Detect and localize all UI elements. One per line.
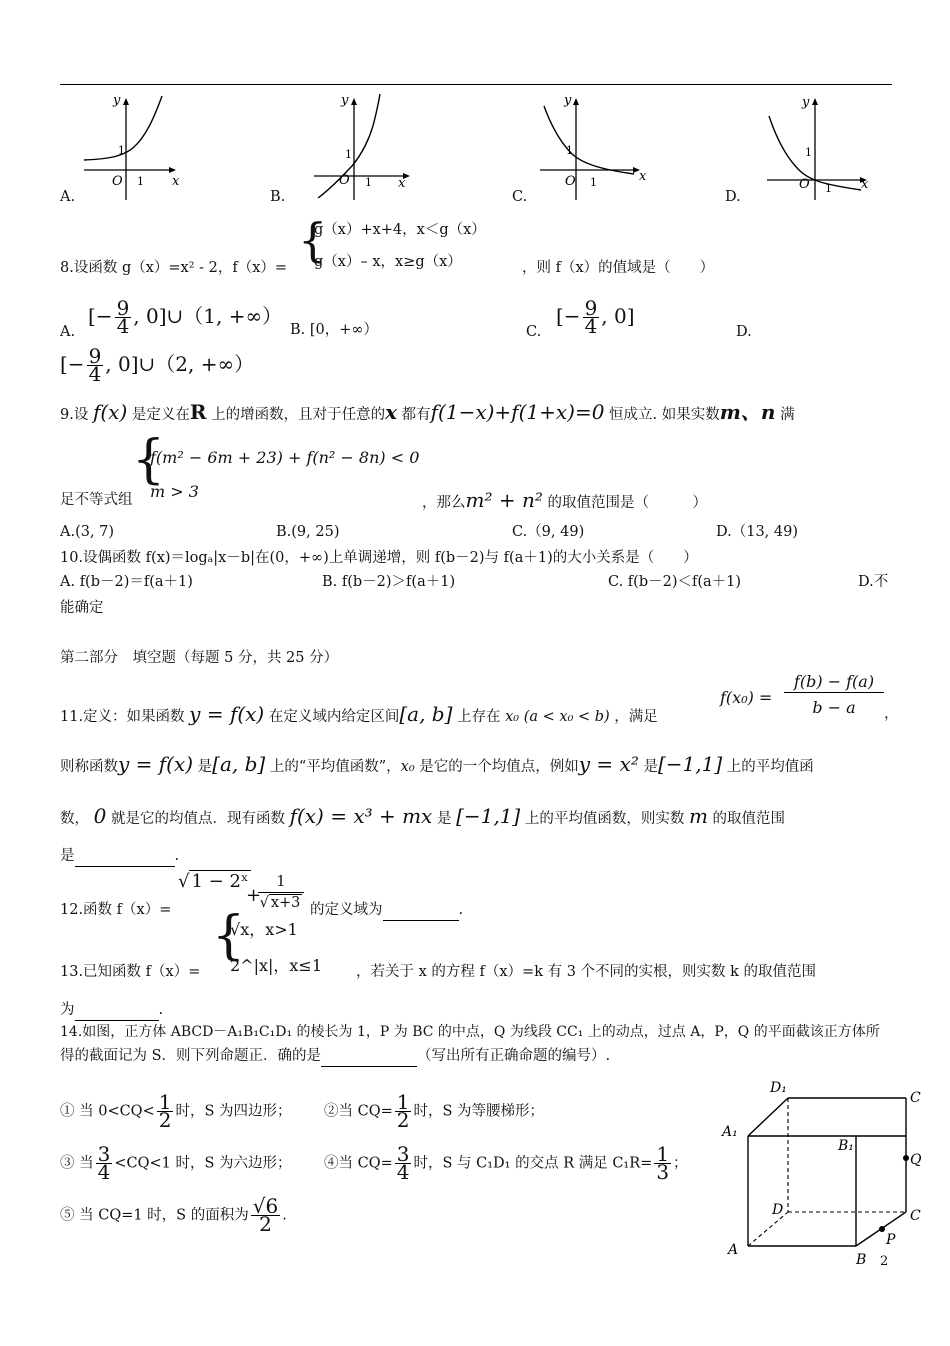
q14-frac bbox=[654, 1142, 671, 1184]
graph-d-label: D. bbox=[725, 189, 741, 205]
frac-num: 1 bbox=[396, 1090, 410, 1114]
svg-text:x: x bbox=[861, 177, 869, 192]
q11-ab: [a, b] bbox=[399, 702, 453, 726]
q9-text: 的取值范围是（ ） bbox=[547, 495, 707, 511]
cube-label-q: Q bbox=[910, 1152, 922, 1168]
part2-heading: 第二部分 填空题（每题 5 分，共 25 分） bbox=[60, 650, 339, 666]
q9-expr: m² + n² bbox=[465, 488, 543, 512]
svg-text:O: O bbox=[112, 174, 123, 189]
q8-opt-c-pre: [− bbox=[556, 304, 581, 328]
q14-text: ②当 CQ= bbox=[324, 1103, 393, 1120]
q11-text: 上的“平均值函数”， bbox=[269, 759, 401, 775]
q11-int: [−1,1] bbox=[657, 752, 723, 776]
q12-frac-num: 1 bbox=[258, 872, 304, 893]
q14-frac bbox=[395, 1142, 412, 1184]
q13-case1: √x，x>1 bbox=[230, 920, 298, 939]
frac-num: 1 bbox=[158, 1090, 172, 1114]
q11-text: ，满足 bbox=[614, 709, 658, 725]
q12-frac-den: √ x+3 bbox=[259, 895, 301, 911]
q8-opt-a-label: A. bbox=[60, 324, 76, 340]
q14-answer-blank[interactable] bbox=[321, 1046, 417, 1067]
svg-text:y: y bbox=[113, 93, 121, 108]
q11-text: 是 bbox=[60, 848, 75, 864]
q9-text: 上的增函数，且对于任意的 bbox=[211, 407, 386, 423]
q11-x0: x₀ bbox=[505, 709, 520, 725]
q14-frac bbox=[251, 1194, 280, 1236]
header-rule bbox=[60, 84, 892, 85]
q11-text: 的取值范围 bbox=[712, 811, 786, 827]
page-number: 2 bbox=[880, 1254, 889, 1269]
q13-answer-blank[interactable] bbox=[75, 1000, 159, 1021]
svg-text:1: 1 bbox=[825, 182, 832, 195]
q11-text: 是 bbox=[436, 811, 452, 827]
q12-radicand: 1 − 2ˣ bbox=[191, 871, 249, 892]
q8-brace: { bbox=[298, 213, 328, 267]
frac-den: 4 bbox=[396, 1160, 410, 1184]
q9-text: 满 bbox=[780, 407, 795, 423]
q9-text: 是定义在 bbox=[131, 407, 190, 423]
graph-c-label: C. bbox=[512, 189, 528, 205]
svg-text:1: 1 bbox=[566, 144, 573, 157]
q10-opt-d: D.不 bbox=[858, 574, 889, 590]
cube-label-a: A bbox=[728, 1242, 739, 1258]
svg-text:O: O bbox=[339, 173, 350, 188]
svg-text:O: O bbox=[565, 174, 576, 189]
q14-text: （写出所有正确命题的编号）. bbox=[417, 1048, 611, 1064]
q9-text: 9.设 bbox=[60, 407, 89, 423]
q13-case2: 2^|x|，x≤1 bbox=[230, 956, 323, 975]
q11-line1 bbox=[60, 704, 658, 727]
q14-frac bbox=[157, 1090, 174, 1132]
svg-text:x: x bbox=[172, 174, 180, 189]
q8-opt-c-frac bbox=[583, 296, 600, 338]
q11-text: 是 bbox=[197, 759, 213, 775]
graph-c bbox=[538, 92, 653, 202]
q9-sys2: m > 3 bbox=[150, 482, 199, 501]
q14-s5 bbox=[60, 1194, 287, 1236]
svg-text:1: 1 bbox=[345, 148, 352, 161]
graph-a bbox=[80, 92, 190, 202]
q12-text2: 的定义域为 bbox=[310, 902, 383, 918]
q11-text: 是它的一个均值点，例如 bbox=[419, 759, 579, 775]
q11-cond: (a < x₀ < b) bbox=[523, 709, 610, 725]
frac-den: 4 bbox=[116, 314, 130, 338]
q8-opt-a-post: , 0]∪（1, +∞） bbox=[133, 304, 283, 328]
q12-sqrt: √ 1 − 2ˣ bbox=[178, 871, 249, 892]
q11-text: 上存在 bbox=[457, 709, 501, 725]
q11-int: [−1,1] bbox=[456, 804, 521, 828]
q11-line3 bbox=[60, 806, 785, 829]
q11-answer-blank[interactable] bbox=[75, 846, 175, 867]
svg-text:y: y bbox=[802, 95, 810, 110]
frac-num: 9 bbox=[116, 296, 130, 320]
q9-opt-d: D.（13, 49) bbox=[716, 524, 798, 540]
frac-den: 3 bbox=[656, 1160, 670, 1184]
frac-num: 9 bbox=[584, 296, 598, 320]
q9-text: 恒成立. 如果实数 bbox=[609, 407, 720, 423]
q9-sys1: f(m² − 6m + 23) + f(n² − 8n) < 0 bbox=[150, 448, 420, 467]
q14-text: ④当 CQ= bbox=[324, 1155, 393, 1172]
q14-text: 时，S 与 C₁D₁ 的交点 R 满足 C₁R= bbox=[413, 1155, 653, 1172]
frac-den: 2 bbox=[259, 1212, 272, 1236]
frac-den: 4 bbox=[88, 362, 102, 386]
frac-den: 4 bbox=[584, 314, 598, 338]
q14-s1 bbox=[60, 1090, 292, 1132]
q11-x0: x₀ bbox=[400, 759, 415, 775]
cube-label-c1: C bbox=[910, 1090, 921, 1106]
q11-line4 bbox=[60, 846, 179, 867]
q14-s4 bbox=[324, 1142, 688, 1184]
q11-yx2: y = x² bbox=[578, 752, 639, 776]
q11-frac-den: b − a bbox=[812, 698, 856, 717]
frac-den: 4 bbox=[97, 1160, 111, 1184]
q10-opt-a: A. f(b－2)＝f(a＋1) bbox=[60, 574, 193, 590]
q8-opt-c bbox=[556, 296, 635, 338]
q9-opt-b: B.(9, 25) bbox=[276, 524, 340, 540]
q14-text: ⑤ 当 CQ=1 时，S 的面积为 bbox=[60, 1207, 249, 1224]
q11-text: 11.定义：如果函数 bbox=[60, 709, 185, 725]
q9-R: R bbox=[189, 400, 207, 424]
q11-text: 上的平均值函数，则实数 bbox=[524, 811, 685, 827]
q9-eq: f(1−x)+f(1+x)=0 bbox=[430, 400, 605, 424]
graph-b-label: B. bbox=[270, 189, 286, 205]
frac-den: 2 bbox=[158, 1108, 172, 1132]
q8-opt-d-post: , 0]∪（2, +∞） bbox=[105, 352, 255, 376]
q12-stem: 12.函数 f（x）= bbox=[60, 902, 172, 918]
svg-text:x: x bbox=[639, 169, 647, 184]
q11-fx0: f(x₀) = bbox=[720, 688, 773, 707]
q13-line2 bbox=[60, 1000, 163, 1021]
q8-suffix: ，则 f（x）的值域是（ ） bbox=[522, 260, 715, 276]
q14-text: <CQ<1 时，S 为六边形； bbox=[114, 1155, 292, 1172]
q9-p7: 足不等式组 bbox=[60, 492, 133, 508]
graph-b bbox=[310, 92, 420, 202]
q8-opt-a bbox=[88, 296, 283, 338]
q11-text: . bbox=[174, 848, 180, 864]
q11-m: m bbox=[688, 804, 708, 828]
frac-num: 3 bbox=[396, 1142, 410, 1166]
q14-s3 bbox=[60, 1142, 292, 1184]
q13-text: ，若关于 x 的方程 f（x）=k 有 3 个不同的实根，则实数 k 的取值范围 bbox=[356, 964, 817, 980]
graph-d bbox=[765, 92, 880, 202]
q11-formula bbox=[720, 688, 772, 708]
q13-brace: { bbox=[212, 906, 246, 966]
q8-opt-d-pre: [− bbox=[60, 352, 85, 376]
q12-plus: + bbox=[246, 885, 262, 906]
q8-opt-b: B. [0，+∞） bbox=[290, 322, 378, 338]
q11-yfx: y = f(x) bbox=[118, 752, 194, 776]
q8-opt-c-label: C. bbox=[526, 324, 542, 340]
q11-text: 数， bbox=[60, 811, 89, 827]
q9-line2 bbox=[422, 490, 707, 513]
q9-line1 bbox=[60, 402, 795, 425]
q11-ab: [a, b] bbox=[212, 752, 266, 776]
q8-case2: g（x）– x，x≥g（x） bbox=[314, 254, 462, 270]
cube-label-d1: D₁ bbox=[770, 1080, 787, 1096]
q11-yfx: y = f(x) bbox=[189, 702, 265, 726]
q14-frac bbox=[96, 1142, 113, 1184]
q8-opt-d-label: D. bbox=[736, 324, 752, 340]
q9-opt-c: C.（9, 49) bbox=[512, 524, 585, 540]
frac-num: 1 bbox=[656, 1142, 670, 1166]
q9-fx: f(x) bbox=[92, 400, 128, 424]
q10-cont: 能确定 bbox=[60, 600, 104, 616]
q8-case1: g（x）+x+4，x＜g（x） bbox=[314, 222, 486, 238]
cube-label-b: B bbox=[856, 1252, 867, 1268]
q8-opt-d bbox=[60, 344, 255, 386]
svg-text:1: 1 bbox=[118, 144, 125, 157]
q9-mn: m、n bbox=[719, 400, 776, 424]
q13-text4: . bbox=[158, 1002, 164, 1018]
q13-stem: 13.已知函数 f（x）= bbox=[60, 964, 201, 980]
q10-stem: 10.设偶函数 f(x)＝logₐ|x－b|在(0，+∞)上单调递增，则 f(b－2)与 f(a＋1)的大小关系是（ ） bbox=[60, 550, 698, 566]
q12-text bbox=[310, 900, 463, 921]
q14-line2 bbox=[60, 1046, 610, 1067]
q14-line1: 14.如图，正方体 ABCD－A₁B₁C₁D₁ 的棱长为 1，P 为 BC 的中点，Q 为线段 CC₁ 上的动点，过点 A，P，Q 的平面截该正方体所 bbox=[60, 1024, 880, 1040]
q12-answer-blank[interactable] bbox=[383, 900, 459, 921]
frac-num: 9 bbox=[88, 344, 102, 368]
cube-label-b1: B₁ bbox=[838, 1138, 854, 1154]
q11-text: 则称函数 bbox=[60, 759, 118, 775]
q9-x: x bbox=[385, 400, 398, 424]
q9-brace: { bbox=[132, 430, 166, 490]
svg-text:1: 1 bbox=[590, 176, 597, 189]
svg-text:1: 1 bbox=[365, 176, 372, 189]
cube-figure bbox=[716, 1076, 932, 1272]
svg-text:y: y bbox=[564, 93, 572, 108]
svg-text:O: O bbox=[799, 177, 810, 192]
svg-text:y: y bbox=[341, 93, 349, 108]
q9-text: ，那么 bbox=[422, 495, 466, 511]
q8-opt-a-pre: [− bbox=[88, 304, 113, 328]
q11-zero: 0 bbox=[93, 804, 107, 828]
q14-text: ③ 当 bbox=[60, 1155, 94, 1172]
q12-text3: . bbox=[458, 902, 464, 918]
q14-text: 时，S 为四边形； bbox=[175, 1103, 292, 1120]
cube-label-p: P bbox=[886, 1232, 896, 1248]
q14-text: . bbox=[282, 1207, 287, 1224]
q11-comma: ， bbox=[884, 706, 899, 722]
q14-text: ； bbox=[673, 1155, 688, 1172]
q11-text: 上的平均值函 bbox=[726, 759, 814, 775]
cube-label-a1: A₁ bbox=[722, 1124, 738, 1140]
q10-opt-b: B. f(b－2)＞f(a＋1) bbox=[322, 574, 456, 590]
q8-opt-a-frac bbox=[115, 296, 132, 338]
q11-text: 就是它的均值点．现有函数 bbox=[110, 811, 285, 827]
frac-num: √6 bbox=[252, 1194, 279, 1218]
q12-frac-den-rad: x+3 bbox=[270, 895, 301, 911]
q11-frac-num: f(b) − f(a) bbox=[784, 672, 884, 693]
cube-label-c: C bbox=[910, 1208, 921, 1224]
q9-opt-a: A.(3, 7) bbox=[60, 524, 115, 540]
q8-opt-d-frac bbox=[87, 344, 104, 386]
svg-text:1: 1 bbox=[137, 175, 144, 188]
q11-line2 bbox=[60, 754, 814, 777]
q14-text: 时，S 为等腰梯形； bbox=[413, 1103, 545, 1120]
q11-text: 是 bbox=[643, 759, 658, 775]
q11-fx3: f(x) = x³ + mx bbox=[289, 804, 433, 828]
frac-num: 3 bbox=[97, 1142, 111, 1166]
svg-text:x: x bbox=[398, 176, 406, 191]
q14-s2 bbox=[324, 1090, 545, 1132]
q14-text: ① 当 0<CQ< bbox=[60, 1103, 155, 1120]
q8-stem: 8.设函数 g（x）=x² - 2，f（x）= bbox=[60, 260, 288, 276]
graph-a-label: A. bbox=[60, 189, 76, 205]
q14-text: 得的截面记为 S．则下列命题正．确的是 bbox=[60, 1048, 322, 1064]
svg-text:1: 1 bbox=[805, 146, 812, 159]
q8-opt-c-post: , 0] bbox=[601, 304, 635, 328]
frac-den: 2 bbox=[396, 1108, 410, 1132]
q13-text3: 为 bbox=[60, 1002, 75, 1018]
cube-label-d: D bbox=[772, 1202, 784, 1218]
q11-text: 在定义域内给定区间 bbox=[268, 709, 400, 725]
q10-opt-c: C. f(b－2)＜f(a＋1) bbox=[608, 574, 742, 590]
q9-text: 都有 bbox=[401, 407, 431, 423]
q14-frac bbox=[395, 1090, 412, 1132]
